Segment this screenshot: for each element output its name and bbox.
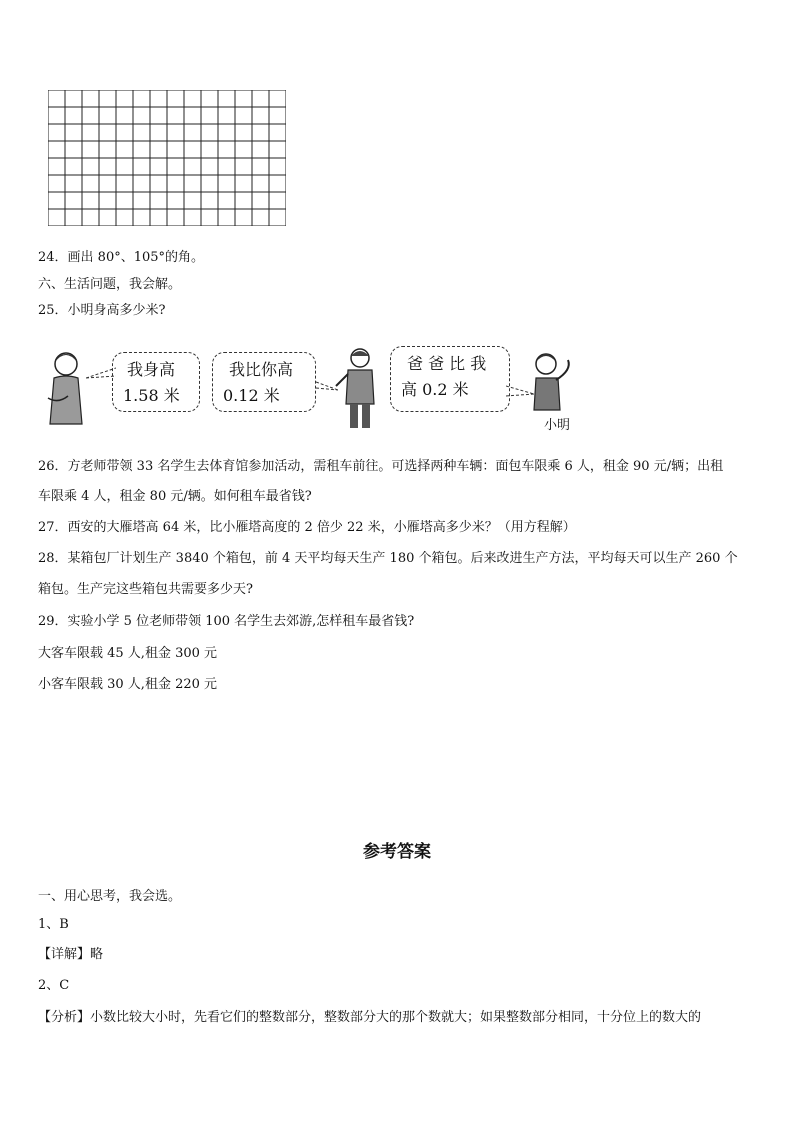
bubble-mom-line1: 我身高 — [127, 360, 176, 379]
speech-bubble-xiaoming — [390, 346, 510, 412]
question-25: 25．小明身高多少米? — [38, 303, 166, 318]
height-illustration — [38, 344, 598, 436]
mom-figure — [44, 348, 90, 428]
xiaoming-figure — [528, 350, 580, 414]
drawing-grid — [48, 90, 286, 226]
question-27: 27．西安的大雁塔高 64 米，比小雁塔高度的 2 倍少 22 米，小雁塔高多少米？（用方程解） — [38, 520, 576, 535]
bubble-mom-line2: 1.58 米 — [123, 386, 180, 405]
question-29: 29．实验小学 5 位老师带领 100 名学生去郊游,怎样租车最省钱? — [38, 614, 415, 629]
answer-1: 1、B — [38, 917, 69, 932]
bubble-xiaoming-line2: 高 0.2 米 — [401, 380, 469, 399]
bubble-dad-line2: 0.12 米 — [223, 386, 280, 405]
bubble-xiaoming-line1: 爸 爸 比 我 — [407, 354, 487, 373]
xiaoming-label: 小明 — [544, 418, 571, 433]
question-28-line1: 28．某箱包厂计划生产 3840 个箱包，前 4 天平均每天生产 180 个箱包。后来改进生产方法，平均每天可以生产 260 个 — [38, 551, 738, 566]
bubble-dad-line1: 我比你高 — [229, 360, 294, 379]
section-6-heading: 六、生活问题，我会解。 — [38, 277, 182, 292]
dad-figure — [334, 346, 382, 430]
answer-2: 2、C — [38, 978, 70, 993]
question-28-line2: 箱包。生产完这些箱包共需要多少天? — [38, 582, 253, 597]
question-26-line1: 26．方老师带领 33 名学生去体育馆参加活动，需租车前往。可选择两种车辆：面包车限乘 6 人，租金 90 元/辆；出租 — [38, 459, 724, 474]
question-29-big-bus: 大客车限载 45 人,租金 300 元 — [38, 646, 218, 661]
question-26-line2: 车限乘 4 人，租金 80 元/辆。如何租车最省钱? — [38, 489, 312, 504]
answer-title: 参考答案 — [363, 842, 431, 862]
answer-section-1: 一、用心思考，我会选。 — [38, 889, 182, 904]
speech-bubble-mom — [112, 352, 200, 412]
answer-2-analysis: 【分析】小数比较大小时，先看它们的整数部分，整数部分大的那个数就大；如果整数部分相同，十分位上的数大的 — [38, 1010, 702, 1025]
answer-1-detail: 【详解】略 — [38, 947, 104, 962]
question-29-small-bus: 小客车限载 30 人,租金 220 元 — [38, 677, 218, 692]
question-24: 24．画出 80°、105°的角。 — [38, 250, 205, 265]
speech-bubble-dad — [212, 352, 316, 412]
